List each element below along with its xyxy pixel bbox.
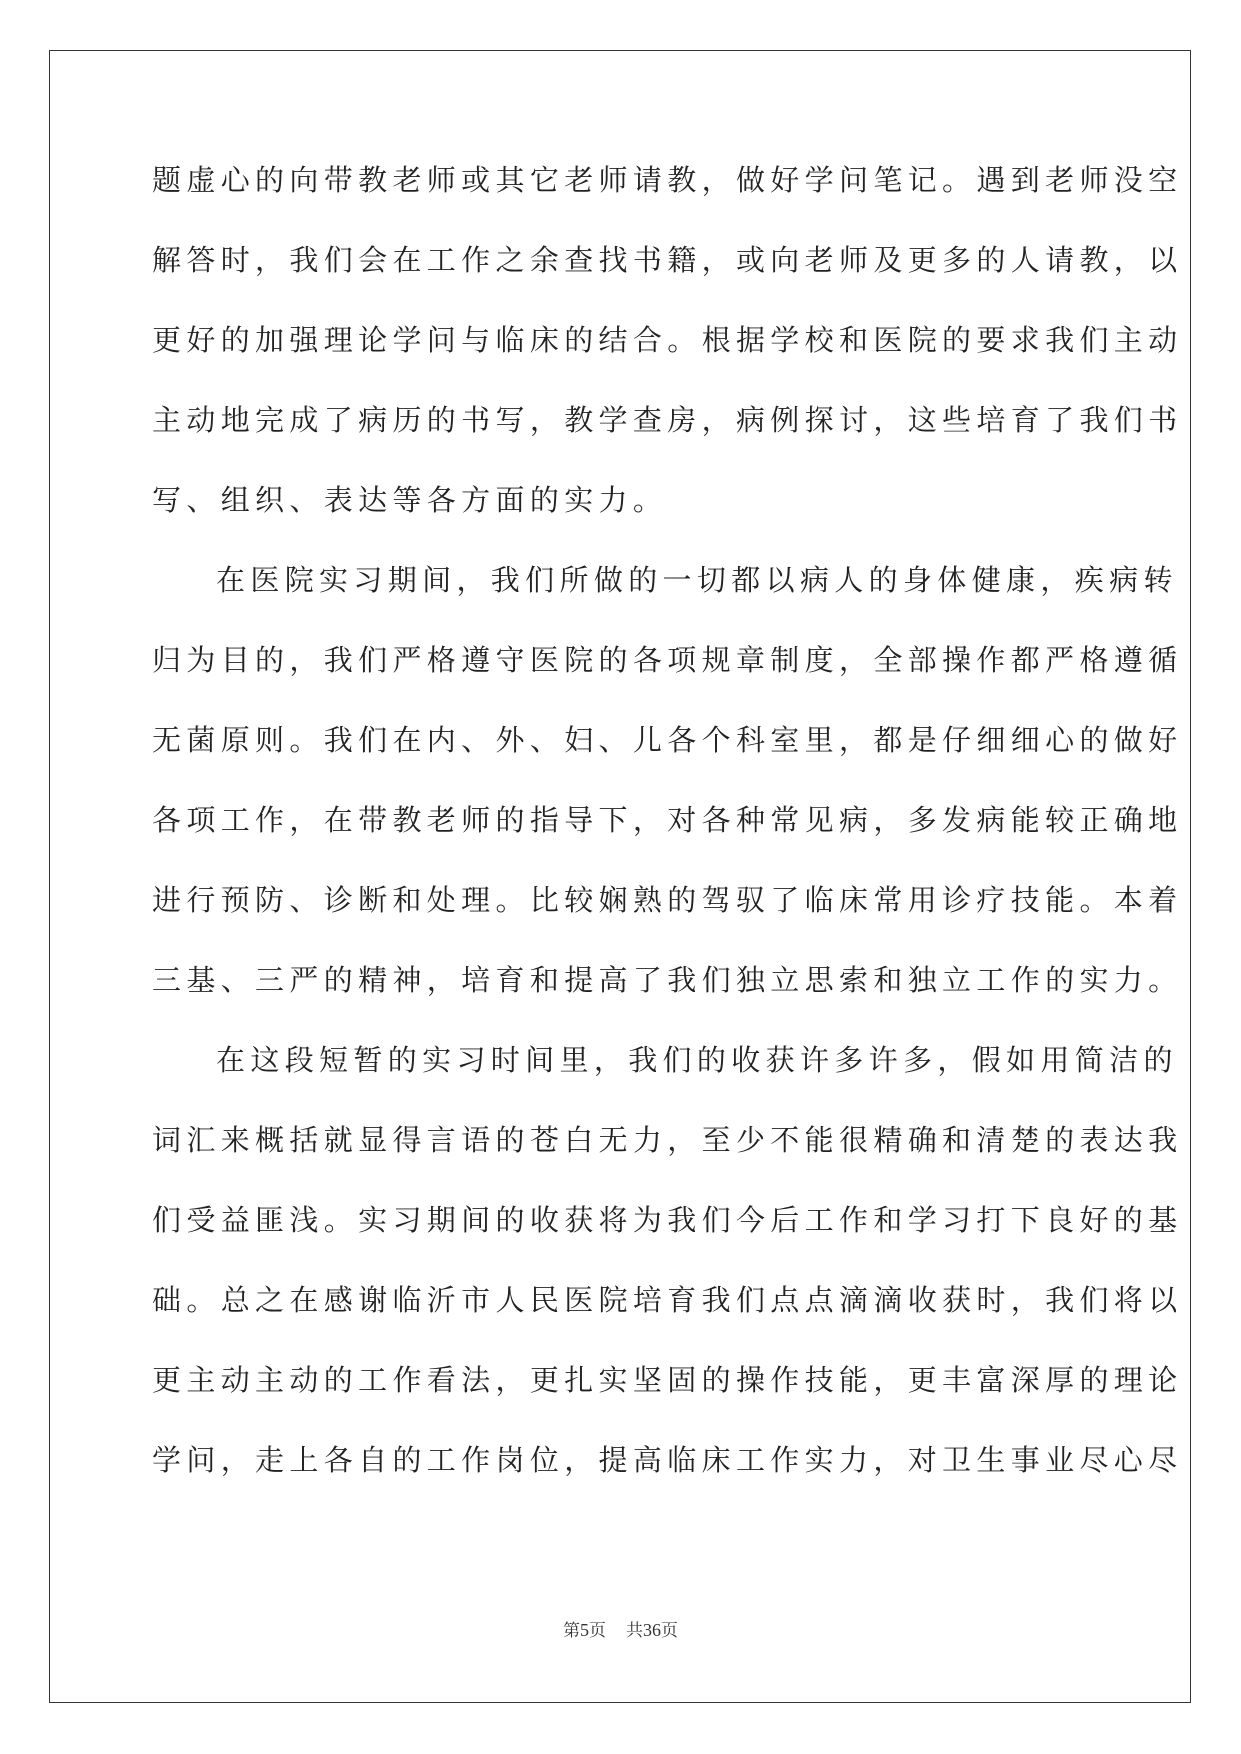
text-line: 学问，走上各自的工作岗位，提高临床工作实力，对卫生事业尽心尽 bbox=[152, 1443, 1183, 1477]
paragraph-start-line: 在这段短暂的实习时间里，我们的收获许多许多，假如用简洁的 bbox=[216, 1043, 1178, 1077]
text-line: 更好的加强理论学问与临床的结合。根据学校和医院的要求我们主动 bbox=[152, 323, 1183, 357]
total-suffix: 页 bbox=[661, 1621, 678, 1641]
text-line: 归为目的，我们严格遵守医院的各项规章制度，全部操作都严格遵循 bbox=[152, 643, 1183, 677]
text-line: 主动地完成了病历的书写，教学查房，病例探讨，这些培育了我们书 bbox=[152, 403, 1183, 437]
text-line: 无菌原则。我们在内、外、妇、儿各个科室里，都是仔细细心的做好 bbox=[152, 723, 1183, 757]
text-line: 更主动主动的工作看法，更扎实坚固的操作技能，更丰富深厚的理论 bbox=[152, 1363, 1183, 1397]
text-line: 础。总之在感谢临沂市人民医院培育我们点点滴滴收获时，我们将以 bbox=[152, 1283, 1183, 1317]
total-pages: 36 bbox=[643, 1620, 661, 1640]
total-prefix: 共 bbox=[626, 1621, 643, 1641]
text-line: 解答时，我们会在工作之余查找书籍，或向老师及更多的人请教，以 bbox=[152, 243, 1183, 277]
page-footer bbox=[0, 1616, 1241, 1641]
text-line: 词汇来概括就显得言语的苍白无力，至少不能很精确和清楚的表达我 bbox=[152, 1123, 1183, 1157]
text-line: 题虚心的向带教老师或其它老师请教，做好学问笔记。遇到老师没空 bbox=[152, 163, 1183, 197]
page-prefix: 第 bbox=[563, 1621, 580, 1641]
text-line: 三基、三严的精神，培育和提高了我们独立思索和独立工作的实力。 bbox=[152, 963, 1183, 997]
page-number: 5 bbox=[580, 1620, 589, 1640]
paragraph-start-line: 在医院实习期间，我们所做的一切都以病人的身体健康，疾病转 bbox=[216, 563, 1178, 597]
text-line: 各项工作，在带教老师的指导下，对各种常见病，多发病能较正确地 bbox=[152, 803, 1183, 837]
text-line: 进行预防、诊断和处理。比较娴熟的驾驭了临床常用诊疗技能。本着 bbox=[152, 883, 1183, 917]
text-line: 写、组织、表达等各方面的实力。 bbox=[152, 483, 668, 517]
document-body bbox=[152, 155, 1183, 1515]
page-suffix: 页 bbox=[589, 1621, 606, 1641]
text-line: 们受益匪浅。实习期间的收获将为我们今后工作和学习打下良好的基 bbox=[152, 1203, 1183, 1237]
